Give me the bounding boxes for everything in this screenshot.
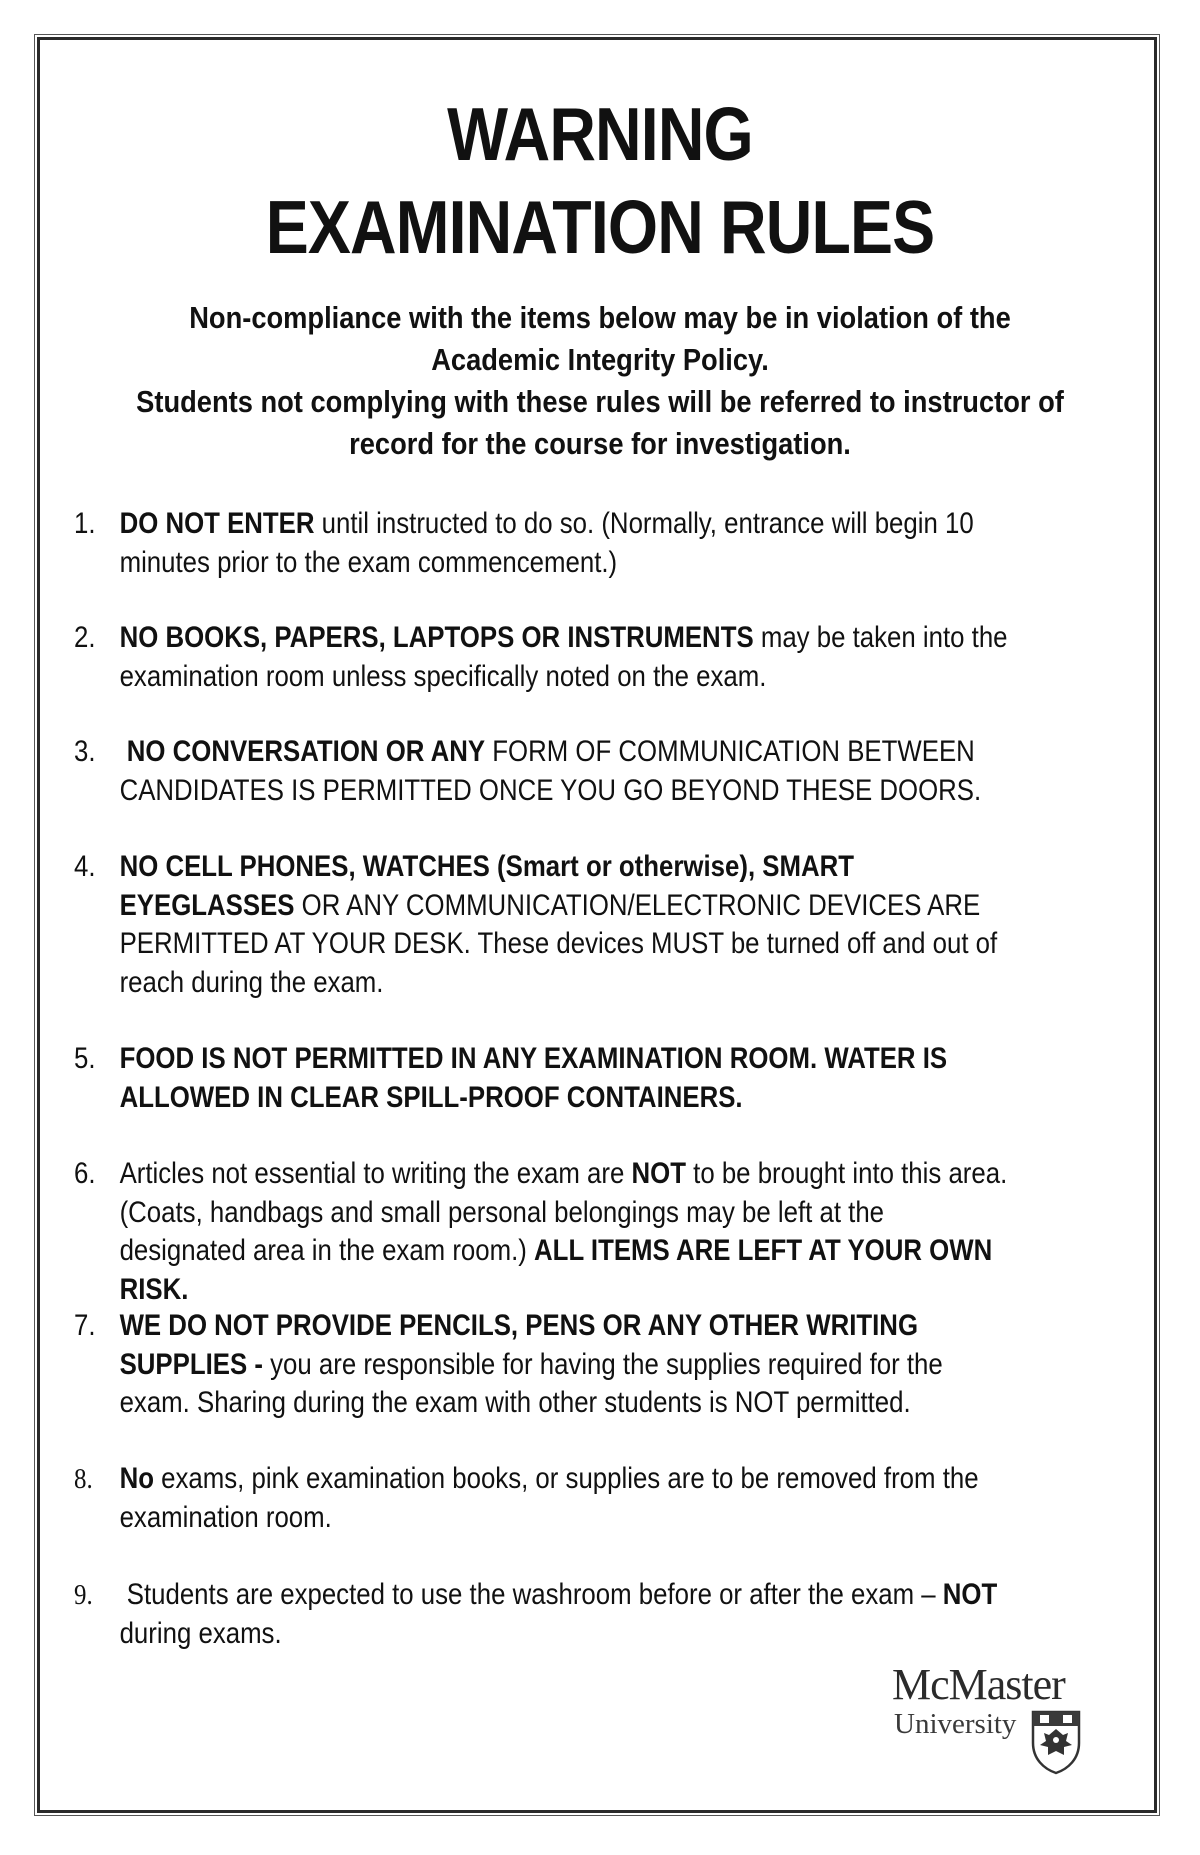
rule-item-3 — [74, 733, 1037, 810]
rule-item-6 — [74, 1155, 1037, 1309]
intro-notice — [125, 297, 1075, 465]
rule-plain-text: Students are expected to use the washroom before or after the exam – — [119, 1578, 943, 1611]
rule-text — [120, 733, 1014, 810]
rule-number: 1. — [74, 507, 96, 540]
rule-number: 8. — [74, 1463, 93, 1495]
mcmaster-logo — [892, 1660, 1092, 1781]
rule-number: 7. — [74, 1309, 96, 1342]
rule-item-2 — [74, 619, 1037, 696]
rule-plain-text: during exams. — [119, 1616, 282, 1650]
page-title — [84, 88, 1116, 274]
rule-item-1 — [74, 505, 1037, 582]
rule-plain-text: until instructed to do so. (Normally, entrance will begin 10 minutes prior to the exam commencement.) — [119, 507, 974, 579]
rule-item-7 — [74, 1307, 1037, 1423]
rule-item-9 — [74, 1576, 1037, 1653]
rule-plain-text: OR ANY COMMUNICATION/ELECTRONIC DEVICES ARE PERMITTED AT YOUR DESK. These devices MUST be turned off and out of reach during the exam. — [119, 888, 998, 999]
intro-line: Academic Integrity Policy. — [431, 342, 769, 377]
title-line-rules: EXAMINATION RULES — [265, 185, 935, 269]
rule-number: 6. — [74, 1157, 96, 1190]
rule-plain-text: may be taken into the examination room unless specifically noted on the exam. — [119, 621, 1008, 693]
rule-item-8 — [74, 1460, 1037, 1537]
rule-bold-text: NO CONVERSATION OR ANY — [119, 735, 486, 768]
rule-item-5 — [74, 1040, 1037, 1117]
crest-icon — [1030, 1709, 1082, 1775]
rule-item-4 — [74, 848, 1037, 1002]
rule-bold-text: NO BOOKS, PAPERS, LAPTOPS OR INSTRUMENTS — [119, 621, 754, 654]
intro-line: Non-compliance with the items below may be in violation of the — [189, 300, 1011, 335]
logo-subtitle: University — [894, 1708, 1017, 1740]
rule-text — [120, 1040, 1014, 1117]
rule-text — [120, 1460, 1014, 1537]
rule-text — [120, 505, 1014, 582]
rule-number: 4. — [74, 850, 96, 883]
rule-number: 5. — [74, 1042, 96, 1075]
intro-line: Students not complying with these rules will be referred to instructor of — [136, 384, 1064, 419]
intro-line: record for the course for investigation. — [349, 426, 851, 461]
rule-bold-text: WE DO NOT PROVIDE PENCILS, PENS OR ANY OTHER WRITING SUPPLIES - — [119, 1309, 919, 1381]
rule-text — [120, 1576, 1014, 1653]
rule-plain-text: FORM OF COMMUNICATION BETWEEN CANDIDATES IS PERMITTED ONCE YOU GO BEYOND THESE DOORS. — [119, 735, 982, 807]
logo-wordmark: McMaster — [892, 1660, 1065, 1709]
rule-number: 3. — [74, 735, 96, 768]
rule-number: 9. — [74, 1579, 93, 1611]
rule-plain-text: to be brought into this area. (Coats, handbags and small personal belongings may be left at the designated area in the exam room.) — [119, 1157, 1008, 1267]
rule-bold-text: DO NOT ENTER — [119, 507, 315, 540]
rule-bold-text: NOT — [631, 1157, 686, 1190]
rule-text — [120, 1155, 1014, 1309]
rule-bold-text: ALL ITEMS ARE LEFT AT YOUR OWN RISK. — [119, 1234, 993, 1306]
rule-text — [120, 848, 1014, 1002]
rule-text — [120, 1307, 1014, 1423]
rule-bold-text: NO CELL PHONES, WATCHES (Smart or otherwise), SMART EYEGLASSES — [119, 850, 855, 922]
rule-plain-text: Articles not essential to writing the exam are — [119, 1157, 632, 1190]
rule-plain-text: exams, pink examination books, or supplies are to be removed from the examination room. — [119, 1462, 979, 1534]
title-line-warning: WARNING — [447, 92, 753, 176]
rule-bold-text: FOOD IS NOT PERMITTED IN ANY EXAMINATION ROOM. WATER IS ALLOWED IN CLEAR SPILL-PROOF CONTAINERS. — [119, 1042, 948, 1114]
rule-text — [120, 619, 1014, 696]
rule-number: 2. — [74, 621, 96, 654]
rule-bold-text: No — [119, 1462, 154, 1495]
rule-plain-text: you are responsible for having the supplies required for the exam. Sharing during the exam with other students is NOT permitted. — [119, 1347, 943, 1419]
rule-bold-text: NOT — [942, 1578, 998, 1611]
